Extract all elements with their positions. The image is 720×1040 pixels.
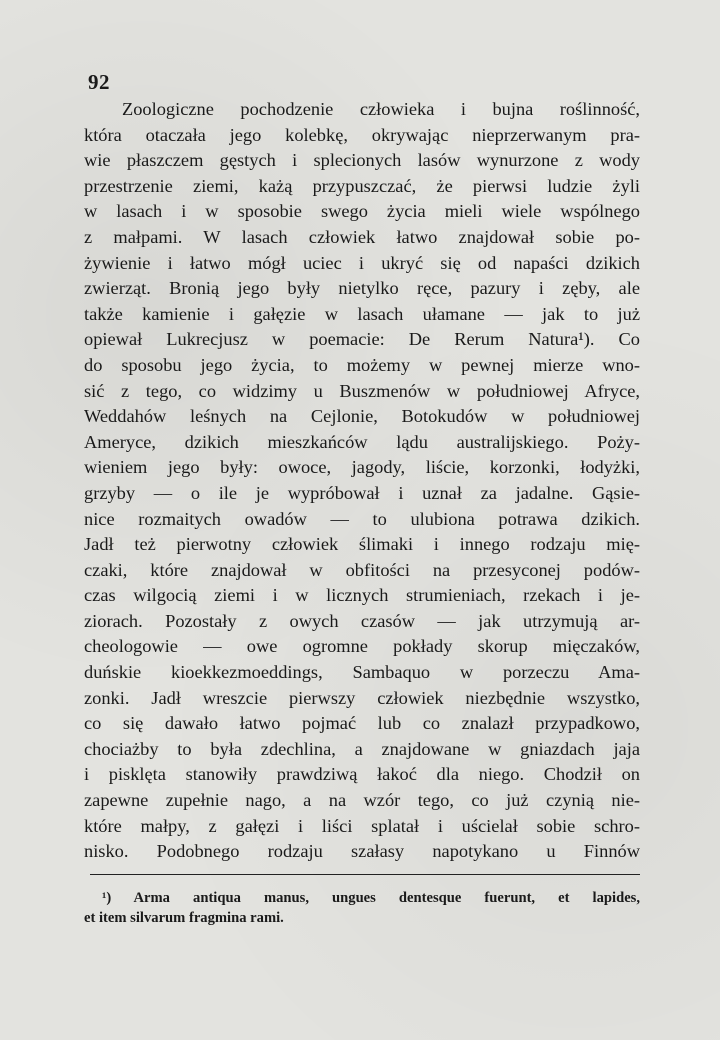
body-line: ziorach. Pozostały z owych czasów — jak utrzymują ar- (84, 610, 640, 631)
body-line: z małpami. W lasach człowiek łatwo znajdował sobie po- (84, 226, 640, 247)
footnotes (84, 888, 640, 928)
body-line: sić z tego, co widzimy u Buszmenów w południowej Afryce, (84, 380, 640, 401)
body-line: wieniem jego były: owoce, jagody, liście, korzonki, łodyżki, (84, 457, 640, 478)
body-line: zonki. Jadł wreszcie pierwszy człowiek niezbędnie wszystko, (84, 687, 640, 708)
body-line: czas wilgocią ziemi i w licznych strumieniach, rzekach i je- (84, 585, 640, 606)
body-line: do sposobu jego życia, to możemy w pewnej mierze wno- (84, 354, 640, 375)
footnote-divider (90, 874, 640, 875)
body-line: nice rozmaitych owadów — to ulubiona potrawa dzikich. (84, 508, 640, 529)
body-line: w lasach i w sposobie swego życia mieli wiele wspólnego (84, 201, 640, 222)
body-line: Jadł też pierwotny człowiek ślimaki i innego rodzaju mię- (84, 534, 640, 555)
page-number: 92 (88, 70, 110, 94)
body-text (84, 97, 640, 865)
body-line: żywienie i łatwo mógł uciec i ukryć się od napaści dzikich (84, 252, 640, 273)
body-line: przestrzenie ziemi, każą przypuszczać, że pierwsi ludzie żyli (84, 175, 640, 196)
body-line: nisko. Podobnego rodzaju szałasy napotykano u Finnów (84, 841, 640, 862)
body-line: także kamienie i gałęzie w lasach ułamane — jak to już (84, 303, 640, 324)
body-line: grzyby — o ile je wypróbował i uznał za jadalne. Gąsie- (84, 482, 640, 503)
body-line: zwierząt. Bronią jego były nietylko ręce, pazury i zęby, ale (84, 278, 640, 299)
body-line: która otaczała jego kolebkę, okrywając nieprzerwanym pra- (84, 124, 640, 145)
footnote-line: ¹) Arma antiqua manus, ungues dentesque fuerunt, et lapides, (102, 890, 640, 906)
footnote-line: et item silvarum fragmina rami. (84, 910, 284, 926)
body-line: opiewał Lukrecjusz w poemacie: De Rerum Natura¹). Co (84, 329, 640, 350)
body-line: Weddahów leśnych na Cejlonie, Botokudów w południowej (84, 406, 640, 427)
body-line: Zoologiczne pochodzenie człowieka i bujna roślinność, (122, 99, 640, 119)
body-line: cheologowie — owe ogromne pokłady skorup mięczaków, (84, 636, 640, 657)
body-line: duńskie kioekkezmoeddings, Sambaquo w porzeczu Ama- (84, 662, 640, 683)
body-line: chociażby to była zdechlina, a znajdowane w gniazdach jaja (84, 738, 640, 759)
body-line: wie płaszczem gęstych i splecionych lasów wynurzone z wody (84, 150, 640, 171)
body-line: Ameryce, dzikich mieszkańców lądu australijskiego. Poży- (84, 431, 640, 452)
body-line: które małpy, z gałęzi i liści splatał i uścielał sobie schro- (84, 815, 640, 836)
body-line: czaki, które znajdował w obfitości na przesyconej podów- (84, 559, 640, 580)
body-line: zapewne zupełnie nago, a na wzór tego, co już czynią nie- (84, 790, 640, 811)
body-line: co się dawało łatwo pojmać lub co znalazł przypadkowo, (84, 713, 640, 734)
body-line: i pisklęta stanowiły prawdziwą łakoć dla niego. Chodził on (84, 764, 640, 785)
